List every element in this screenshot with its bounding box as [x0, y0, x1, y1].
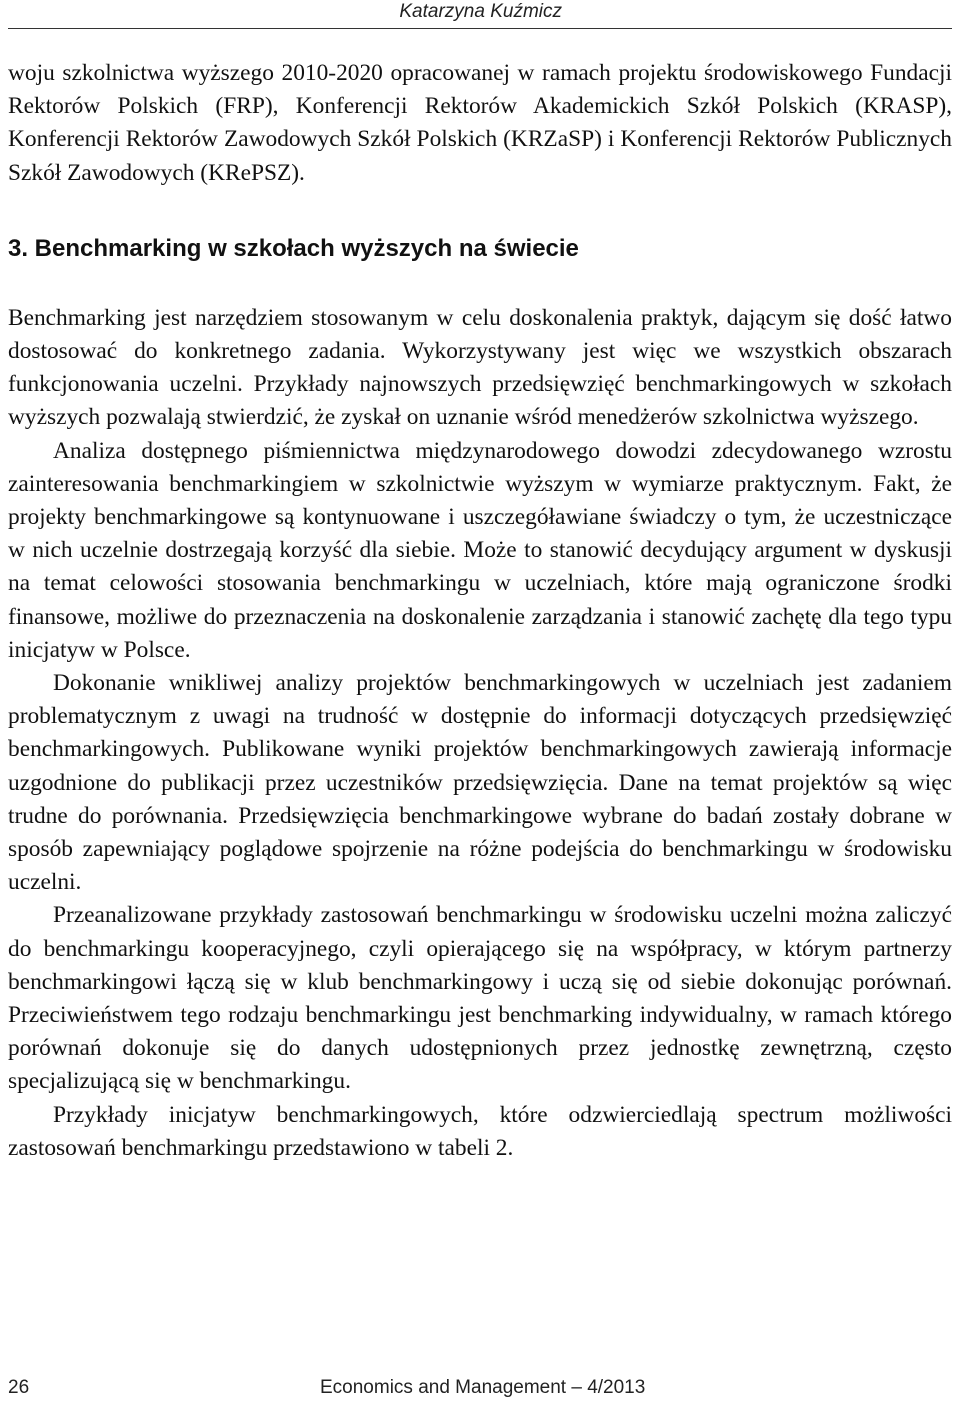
intro-paragraph: woju szkolnictwa wyższego 2010-2020 opracowanej w ramach projektu środowiskowego Fundacji Rektorów Polskich (FRP), Konferencji Rektorów Akademickich Szkół Polskich (KRASP), Konferencji Rektorów Zawodowych Szkół Polskich (KRZaSP) i Konferencji Rektorów Publicznych Szkół Zawodowych (KRePSZ). [8, 60, 952, 186]
body-paragraph: Analiza dostępnego piśmiennictwa międzynarodowego dowodzi zdecydowanego wzrostu zainteresowania benchmarkingiem w szkolnictwie wyższym w wymiarze praktycznym. Fakt, że projekty benchmarkingowe są kontynuowane i uszczegóławiane świadczy o tym, że uczestniczące w nich uczelnie dostrzegają korzyść dla siebie. Może to stanowić decydujący argument w dyskusji na temat celowości stosowania benchmarkingu w uczelniach, które mają ograniczone środki finansowe, możliwe do przeznaczenia na doskonalenie zarządzania i stanowić zachętę dla tego typu inicjatyw w Polsce. [8, 437, 952, 663]
section-heading: 3. Benchmarking w szkołach wyższych na świecie [8, 234, 579, 262]
article-body [8, 57, 952, 1165]
journal-name: Economics and Management – 4/2013 [320, 1377, 646, 1398]
body-paragraph: Benchmarking jest narzędziem stosowanym w celu doskonalenia praktyk, dającym się dość łatwo dostosować do konkretnego zadania. Wykorzystywany jest więc we wszystkich obszarach funkcjonowania uczelni. Przykłady najnowszych przedsięwzięć benchmarkingowych w szkołach wyższych pozwalają stwierdzić, że zyskał on uznanie wśród menedżerów szkolnictwa wyższego. [8, 304, 952, 431]
page-number: 26 [8, 1377, 30, 1398]
running-header [8, 0, 952, 29]
body-paragraph: Przeanalizowane przykłady zastosowań benchmarkingu w środowisku uczelni można zaliczyć do benchmarkingu kooperacyjnego, czyli opierającego się na współpracy, w którym partnerzy benchmarkingowi łączą się w klub benchmarkingowy i uczą się od siebie dokonując porównań. Przeciwieństwem tego rodzaju benchmarkingu jest benchmarking indywidualny, w ramach którego porównań dokonuje się do danych udostępnionych przez jednostkę zewnętrzną, często specjalizującą się w benchmarkingu. [8, 902, 952, 1095]
running-footer [8, 1378, 952, 1398]
body-paragraph: Przykłady inicjatyw benchmarkingowych, które odzwierciedlają spectrum możliwości zastosowań benchmarkingu przedstawiono w tabeli 2. [8, 1101, 952, 1161]
body-paragraph: Dokonanie wnikliwej analizy projektów benchmarkingowych w uczelniach jest zadaniem problematycznym z uwagi na trudność w dostępnie do informacji dotyczących przedsięwzięć benchmarkingowych. Publikowane wyniki projektów benchmarkingowych zawierają informacje uzgodnione do publikacji przez uczestników przedsięwzięcia. Dane na temat projektów są więc trudne do porównania. Przedsięwzięcia benchmarkingowe wybrane do badań zostały dobrane w sposób zapewniający poglądowe spojrzenie na różne podejścia do benchmarkingu w środowisku uczelni. [8, 670, 952, 896]
header-author: Katarzyna Kuźmicz [399, 1, 562, 22]
